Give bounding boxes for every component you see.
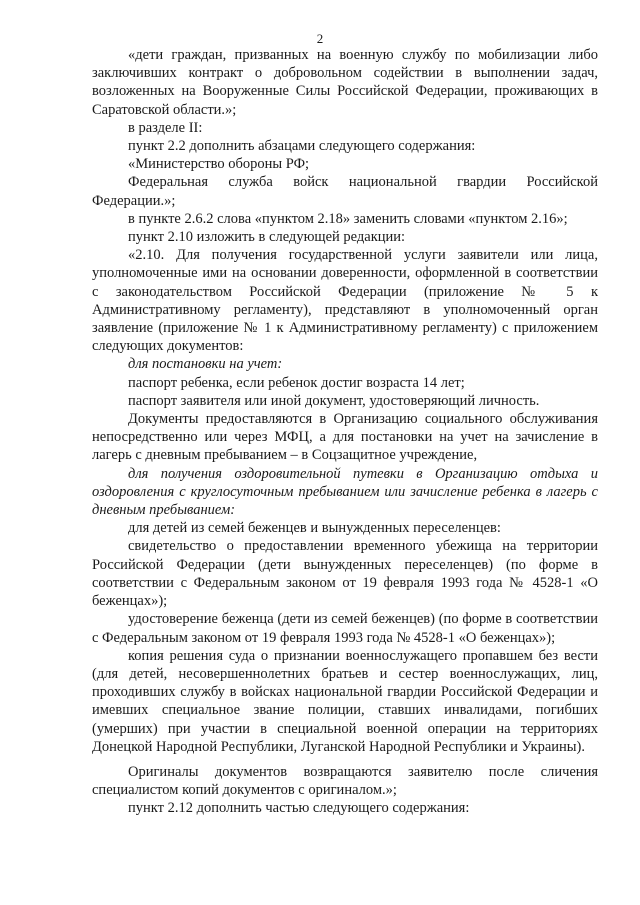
paragraph-refugee-children: для детей из семей беженцев и вынужденных переселенцев: (128, 520, 501, 537)
paragraph-clause-2-12: пункт 2.12 дополнить частью следующего содержания: (128, 800, 470, 817)
page-number: 2 (316, 31, 324, 46)
paragraph-originals-returned: Оригиналы документов возвращаются заявителю после сличения специалистом копий документов с оригиналом.»; (92, 763, 598, 799)
paragraph-court-decision: копия решения суда о признании военнослужащего пропавшем без вести (для детей, несовершеннолетних братьев и сестер военнослужащих, лиц, проходивших службу в войсках национальной гвардии Российской Федерации и имевших специальное звание полиции, ставших инвалидами, погибших (умерших) при участии в специальной военной операции на территориях Донецкой Народной Республики, Луганской Народной Республики и Украины). (92, 647, 598, 755)
paragraph-national-guard: Федеральная служба войск национальной гвардии Российской Федерации.»; (92, 174, 598, 209)
paragraph-refugee-certificate: удостоверение беженца (дети из семей беженцев) (по форме в соответствии с Федеральным законом от 19 февраля 1993 года № 4528-1 «О беженцах»); (92, 611, 598, 646)
paragraph-child-passport: паспорт ребенка, если ребенок достиг возраста 14 лет; (128, 374, 465, 391)
paragraph-clause-2-10-text: «2.10. Для получения государственной услуги заявители или лица, уполномоченные ими на основании доверенности, оформленной в соответствии с законодательством Российской Федерации (приложение № 5 к Административному регламенту), представляют в уполномоченный орган заявление (приложение № 1 к Административному регламенту) с приложением следующих документов: (92, 247, 598, 355)
paragraph-registration-heading: для постановки на учет: (128, 356, 283, 373)
paragraph-documents-submission: Документы предоставляются в Организацию социального обслуживания непосредственно или через МФЦ, а для постановки на учет на зачисление в лагерь с дневным пребыванием – в Соцзащитное учреждение, (92, 411, 598, 464)
paragraph-asylum-certificate: свидетельство о предоставлении временного убежища на территории Российской Федерации (дети вынужденных переселенцев) (по форме в соответствии с Федеральным законом от 19 февраля 1993 года № 4528-1 «О беженцах»); (92, 538, 598, 610)
document-body (92, 46, 598, 818)
paragraph-clause-2-6-2: в пункте 2.6.2 слова «пунктом 2.18» заменить словами «пунктом 2.16»; (128, 210, 568, 227)
paragraph-clause-2-2: пункт 2.2 дополнить абзацами следующего содержания: (128, 138, 476, 155)
paragraph-ministry-defense: «Министерство обороны РФ; (128, 156, 310, 173)
paragraph-applicant-passport: паспорт заявителя или иной документ, удостоверяющий личность. (128, 392, 540, 409)
paragraph-section-ii: в разделе II: (128, 119, 203, 136)
paragraph-soldiers-children: «дети граждан, призванных на военную службу по мобилизации либо заключивших контракт о добровольном содействии в выполнении задач, возложенных на Вооруженные Силы Российской Федерации, проживающих в Саратовской области.»; (92, 47, 598, 118)
paragraph-clause-2-10-intro: пункт 2.10 изложить в следующей редакции: (128, 229, 406, 246)
paragraph-voucher-heading: для получения оздоровительной путевки в Организацию отдыха и оздоровления с круглосуточным пребыванием или зачисление ребенка в лагерь с дневным пребыванием: (92, 465, 598, 519)
